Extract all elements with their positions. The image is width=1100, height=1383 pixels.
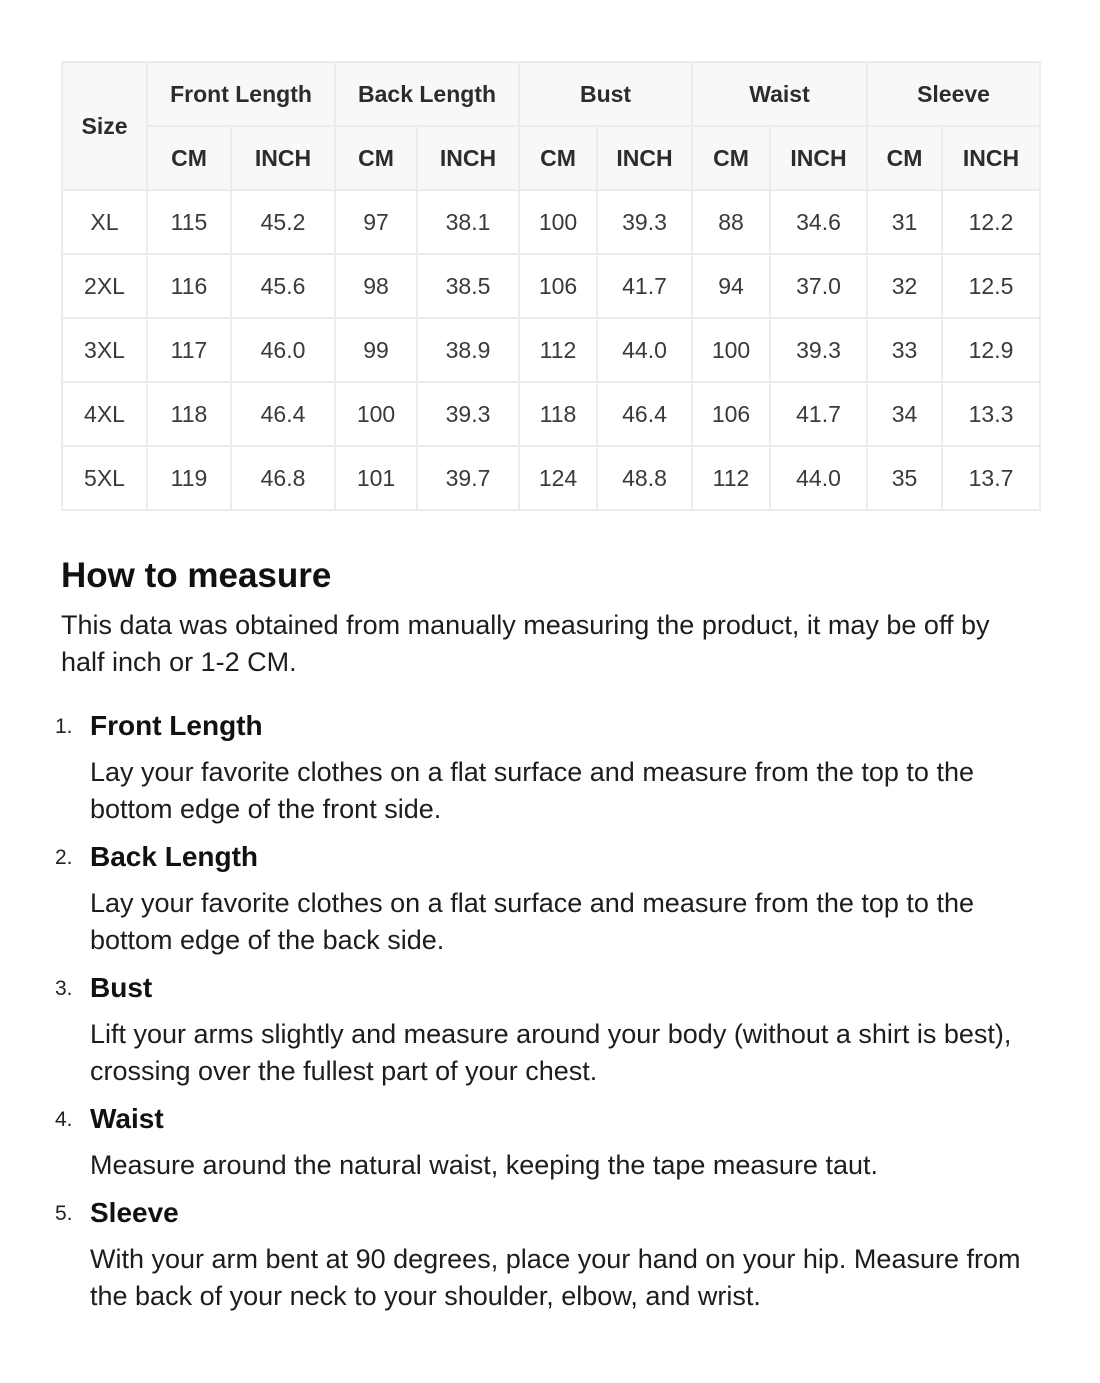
header-group-waist: Waist <box>692 62 867 126</box>
header-row-units <box>62 126 1040 190</box>
header-unit-inch: INCH <box>231 126 335 190</box>
list-item <box>55 971 1039 1090</box>
value-cell: 46.4 <box>231 382 335 446</box>
value-cell: 35 <box>867 446 942 510</box>
value-cell: 34 <box>867 382 942 446</box>
value-cell: 12.9 <box>942 318 1040 382</box>
value-cell: 39.3 <box>770 318 867 382</box>
value-cell: 46.8 <box>231 446 335 510</box>
section-title: How to measure <box>61 556 332 595</box>
size-cell: XL <box>62 190 147 254</box>
table-row <box>62 318 1040 382</box>
step-number: 5. <box>55 1202 73 1225</box>
header-group-bust: Bust <box>519 62 692 126</box>
header-size: Size <box>62 62 147 190</box>
list-item <box>55 840 1039 959</box>
value-cell: 39.7 <box>417 446 519 510</box>
header-row-groups <box>62 62 1040 126</box>
value-cell: 39.3 <box>597 190 692 254</box>
value-cell: 98 <box>335 254 417 318</box>
table-row <box>62 190 1040 254</box>
value-cell: 99 <box>335 318 417 382</box>
value-cell: 38.5 <box>417 254 519 318</box>
value-cell: 38.9 <box>417 318 519 382</box>
value-cell: 100 <box>692 318 770 382</box>
size-cell: 3XL <box>62 318 147 382</box>
value-cell: 118 <box>147 382 231 446</box>
value-cell: 34.6 <box>770 190 867 254</box>
value-cell: 39.3 <box>417 382 519 446</box>
header-unit-inch: INCH <box>770 126 867 190</box>
value-cell: 118 <box>519 382 597 446</box>
header-group-sleeve: Sleeve <box>867 62 1040 126</box>
value-cell: 45.2 <box>231 190 335 254</box>
page <box>55 61 1039 1327</box>
value-cell: 115 <box>147 190 231 254</box>
value-cell: 32 <box>867 254 942 318</box>
step-number: 2. <box>55 846 73 869</box>
value-cell: 112 <box>519 318 597 382</box>
header-unit-cm: CM <box>867 126 942 190</box>
measure-steps-list <box>55 709 1039 1315</box>
value-cell: 119 <box>147 446 231 510</box>
table-row <box>62 446 1040 510</box>
value-cell: 33 <box>867 318 942 382</box>
header-unit-inch: INCH <box>942 126 1040 190</box>
value-cell: 38.1 <box>417 190 519 254</box>
step-description: Lay your favorite clothes on a flat surface and measure from the top to the bottom edge of the back side. <box>90 888 974 955</box>
header-group-back-length: Back Length <box>335 62 519 126</box>
step-number: 3. <box>55 977 73 1000</box>
list-item <box>55 1196 1039 1315</box>
header-unit-cm: CM <box>147 126 231 190</box>
header-unit-inch: INCH <box>417 126 519 190</box>
header-unit-cm: CM <box>335 126 417 190</box>
list-item <box>55 1102 1039 1184</box>
step-number: 4. <box>55 1108 73 1131</box>
value-cell: 48.8 <box>597 446 692 510</box>
size-cell: 4XL <box>62 382 147 446</box>
value-cell: 97 <box>335 190 417 254</box>
value-cell: 100 <box>335 382 417 446</box>
value-cell: 46.4 <box>597 382 692 446</box>
value-cell: 94 <box>692 254 770 318</box>
step-description: Lay your favorite clothes on a flat surface and measure from the top to the bottom edge of the front side. <box>90 757 974 824</box>
intro-text: This data was obtained from manually measuring the product, it may be off by half inch or 1-2 CM. <box>61 610 990 677</box>
step-title: Front Length <box>90 710 263 741</box>
value-cell: 13.7 <box>942 446 1040 510</box>
value-cell: 106 <box>692 382 770 446</box>
table-body <box>62 190 1040 510</box>
step-description: Measure around the natural waist, keeping the tape measure taut. <box>90 1150 878 1180</box>
header-unit-inch: INCH <box>597 126 692 190</box>
value-cell: 116 <box>147 254 231 318</box>
header-group-front-length: Front Length <box>147 62 335 126</box>
step-title: Waist <box>90 1103 164 1134</box>
value-cell: 31 <box>867 190 942 254</box>
value-cell: 12.2 <box>942 190 1040 254</box>
step-title: Bust <box>90 972 153 1003</box>
size-cell: 5XL <box>62 446 147 510</box>
value-cell: 88 <box>692 190 770 254</box>
table-row <box>62 254 1040 318</box>
value-cell: 12.5 <box>942 254 1040 318</box>
value-cell: 41.7 <box>597 254 692 318</box>
table-header <box>62 62 1040 190</box>
value-cell: 44.0 <box>597 318 692 382</box>
step-number: 1. <box>55 715 73 738</box>
step-title: Back Length <box>90 841 259 872</box>
value-cell: 41.7 <box>770 382 867 446</box>
header-unit-cm: CM <box>519 126 597 190</box>
value-cell: 46.0 <box>231 318 335 382</box>
step-title: Sleeve <box>90 1197 179 1228</box>
value-cell: 100 <box>519 190 597 254</box>
step-description: With your arm bent at 90 degrees, place your hand on your hip. Measure from the back of your neck to your shoulder, elbow, and wrist. <box>90 1244 1021 1311</box>
value-cell: 124 <box>519 446 597 510</box>
value-cell: 37.0 <box>770 254 867 318</box>
header-unit-cm: CM <box>692 126 770 190</box>
value-cell: 13.3 <box>942 382 1040 446</box>
value-cell: 45.6 <box>231 254 335 318</box>
table-row <box>62 382 1040 446</box>
value-cell: 44.0 <box>770 446 867 510</box>
value-cell: 106 <box>519 254 597 318</box>
list-item <box>55 709 1039 828</box>
size-cell: 2XL <box>62 254 147 318</box>
value-cell: 101 <box>335 446 417 510</box>
value-cell: 112 <box>692 446 770 510</box>
step-description: Lift your arms slightly and measure around your body (without a shirt is best), crossing over the fullest part of your chest. <box>90 1019 1012 1086</box>
size-chart-table <box>61 61 1041 511</box>
value-cell: 117 <box>147 318 231 382</box>
